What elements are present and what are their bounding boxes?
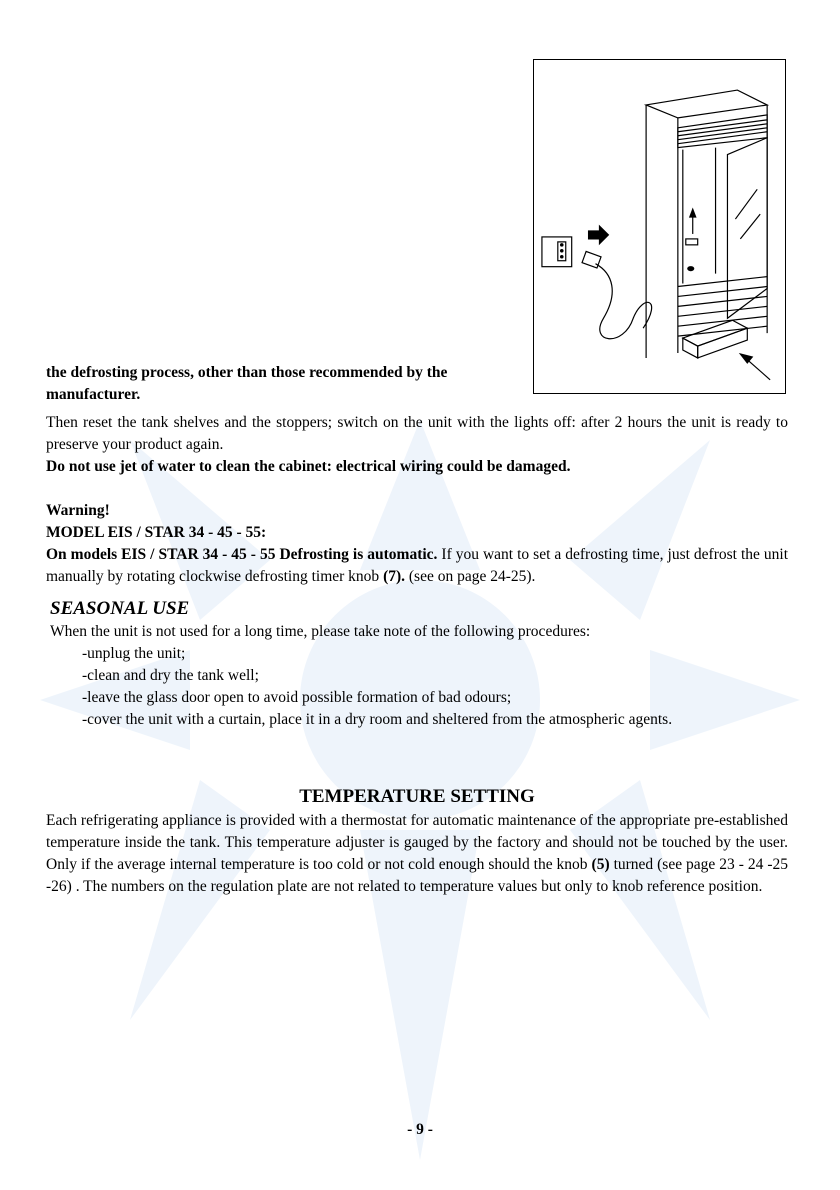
seasonal-section — [46, 597, 788, 731]
seasonal-item: -clean and dry the tank well; — [82, 667, 259, 684]
seasonal-item: -unplug the unit; — [82, 645, 186, 662]
warning-title: Warning! — [46, 502, 110, 519]
intro-text — [46, 362, 516, 406]
body-text — [46, 412, 788, 898]
defrost-knob-ref: (7). — [383, 568, 406, 585]
page-number: - 9 - — [407, 1121, 433, 1138]
seasonal-item: -leave the glass door open to avoid possible formation of bad odours; — [82, 689, 512, 706]
reset-paragraph: Then reset the tank shelves and the stoppers; switch on the unit with the lights off: after 2 hours the unit is ready to preserve your product again. — [46, 414, 788, 453]
defrost-text-1: If you want to set a defrosting time, just defrost the unit manually by rotating clockwise defrosting timer knob — [46, 546, 788, 585]
seasonal-intro: When the unit is not used for a long time, please take note of the following procedures: — [50, 623, 591, 640]
temperature-knob-ref: (5) — [591, 856, 610, 873]
defrost-auto-bold: On models EIS / STAR 34 - 45 - 55 Defrosting is automatic. — [46, 546, 438, 563]
intro-line-2: manufacturer. — [46, 386, 141, 403]
intro-line-1: the defrosting process, other than those recommended by the — [46, 364, 448, 381]
defrost-paragraph — [46, 544, 788, 588]
seasonal-title: SEASONAL USE — [50, 598, 190, 619]
temperature-text-2: turned (see page 23 - 24 -25 -26) . The numbers on the regulation plate are not related to temperature values but only to knob reference position. — [46, 856, 788, 895]
warning-model: MODEL EIS / STAR 34 - 45 - 55: — [46, 524, 267, 541]
temperature-title: TEMPERATURE SETTING — [299, 786, 535, 807]
jet-warning: Do not use jet of water to clean the cabinet: electrical wiring could be damaged. — [46, 458, 571, 475]
temperature-paragraph — [46, 810, 788, 898]
seasonal-item: -cover the unit with a curtain, place it in a dry room and sheltered from the atmospheric agents. — [82, 711, 673, 728]
refrigerator-illustration — [533, 59, 786, 394]
defrost-text-2: (see on page 24-25). — [405, 568, 536, 585]
temperature-text-1: Each refrigerating appliance is provided with a thermostat for automatic maintenance of the appropriate pre-established temperature inside the tank. This temperature adjuster is gauged by the factory and should not be touched by the user. Only if the average internal temperature is too cold or not cold enough should the knob — [46, 812, 788, 873]
